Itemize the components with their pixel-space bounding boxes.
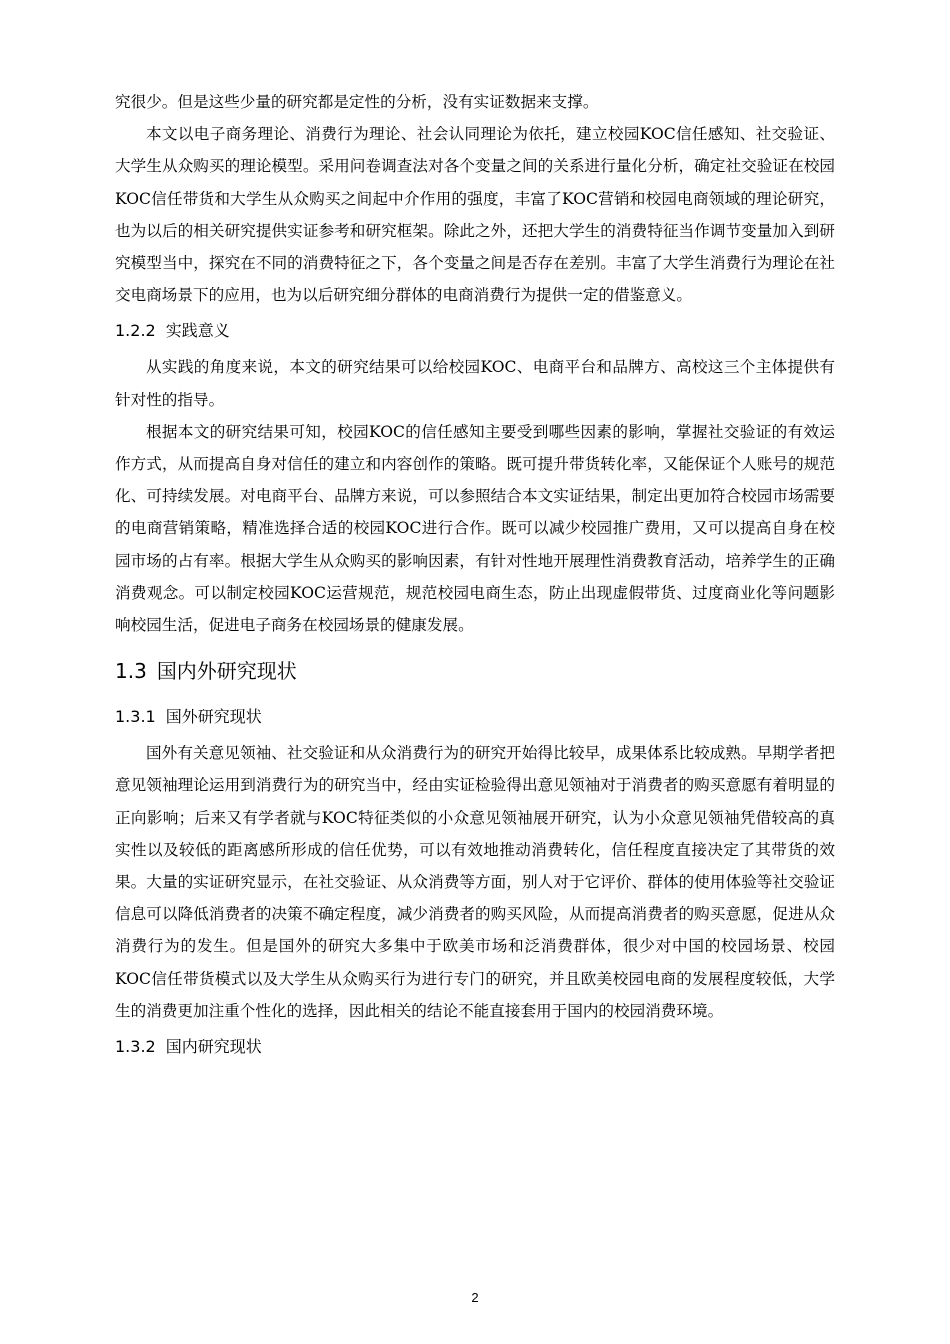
paragraph-practical-intro: 从实践的角度来说，本文的研究结果可以给校园KOC、电商平台和品牌方、高校这三个主体提供有针对性的指导。 [115,358,835,409]
heading-number: 1.3 [115,659,147,684]
heading-number: 1.2.2 [115,321,156,341]
heading-number: 1.3.2 [115,1037,156,1057]
heading-1-3-2 [115,1029,835,1065]
paragraph-practical-detail: 根据本文的研究结果可知，校园KOC的信任感知主要受到哪些因素的影响，掌握社交验证的有效运作方式，从而提高自身对信任的建立和内容创作的策略。既可提升带货转化率，又能保证个人账号的规范化、可持续发展。对电商平台、品牌方来说，可以参照结合本文实证结果，制定出更加符合校园市场需要的电商营销策略，精准选择合适的校园KOC进行合作。既可以减少校园推广费用，又可以提高自身在校园市场的占有率。根据大学生从众购买的影响因素，有针对性地开展理性消费教育活动，培养学生的正确消费观念。可以制定校园KOC运营规范，规范校园电商生态，防止出现虚假带货、过度商业化等问题影响校园生活，促进电子商务在校园场景的健康发展。 [115,422,835,635]
paragraph-theoretical-significance: 本文以电子商务理论、消费行为理论、社会认同理论为依托，建立校园KOC信任感知、社交验证、大学生从众购买的理论模型。采用问卷调查法对各个变量之间的关系进行量化分析，确定社交验证在校园KOC信任带货和大学生从众购买之间起中介作用的强度，丰富了KOC营销和校园电商领域的理论研究，也为以后的相关研究提供实证参考和研究框架。除此之外，还把大学生的消费特征当作调节变量加入到研究模型当中，探究在不同的消费特征之下，各个变量之间是否存在差别。丰富了大学生消费行为理论在社交电商场景下的应用，也为以后研究细分群体的电商消费行为提供一定的借鉴意义。 [115,125,835,305]
paragraph-continuation: 究很少。但是这些少量的研究都是定性的分析，没有实证数据来支撑。 [115,93,599,111]
heading-1-2-2 [115,313,835,349]
heading-title: 实践意义 [165,321,230,341]
page-content [115,86,835,1067]
heading-1-3 [115,651,835,691]
heading-title: 国外研究现状 [165,707,262,727]
paragraph-foreign-research: 国外有关意见领袖、社交验证和从众消费行为的研究开始得比较早，成果体系比较成熟。早期学者把意见领袖理论运用到消费行为的研究当中，经由实证检验得出意见领袖对于消费者的购买意愿有着明显的正向影响；后来又有学者就与KOC特征类似的小众意见领袖展开研究，认为小众意见领袖凭借较高的真实性以及较低的距离感所形成的信任优势，可以有效地推动消费转化，信任程度直接决定了其带货的效果。大量的实证研究显示，在社交验证、从众消费等方面，别人对于它评价、群体的使用体验等社交验证信息可以降低消费者的决策不确定程度，减少消费者的购买风险，从而提高消费者的购买意愿，促进从众消费行为的发生。但是国外的研究大多集中于欧美市场和泛消费群体，很少对中国的校园场景、校园KOC信任带货模式以及大学生从众购买行为进行专门的研究，并且欧美校园电商的发展程度较低，大学生的消费更加注重个性化的选择，因此相关的结论不能直接套用于国内的校园消费环境。 [115,744,835,1020]
heading-title: 国内外研究现状 [156,659,297,684]
heading-1-3-1 [115,699,835,735]
heading-number: 1.3.1 [115,707,156,727]
heading-title: 国内研究现状 [165,1037,262,1057]
page-number: 2 [471,1290,479,1305]
